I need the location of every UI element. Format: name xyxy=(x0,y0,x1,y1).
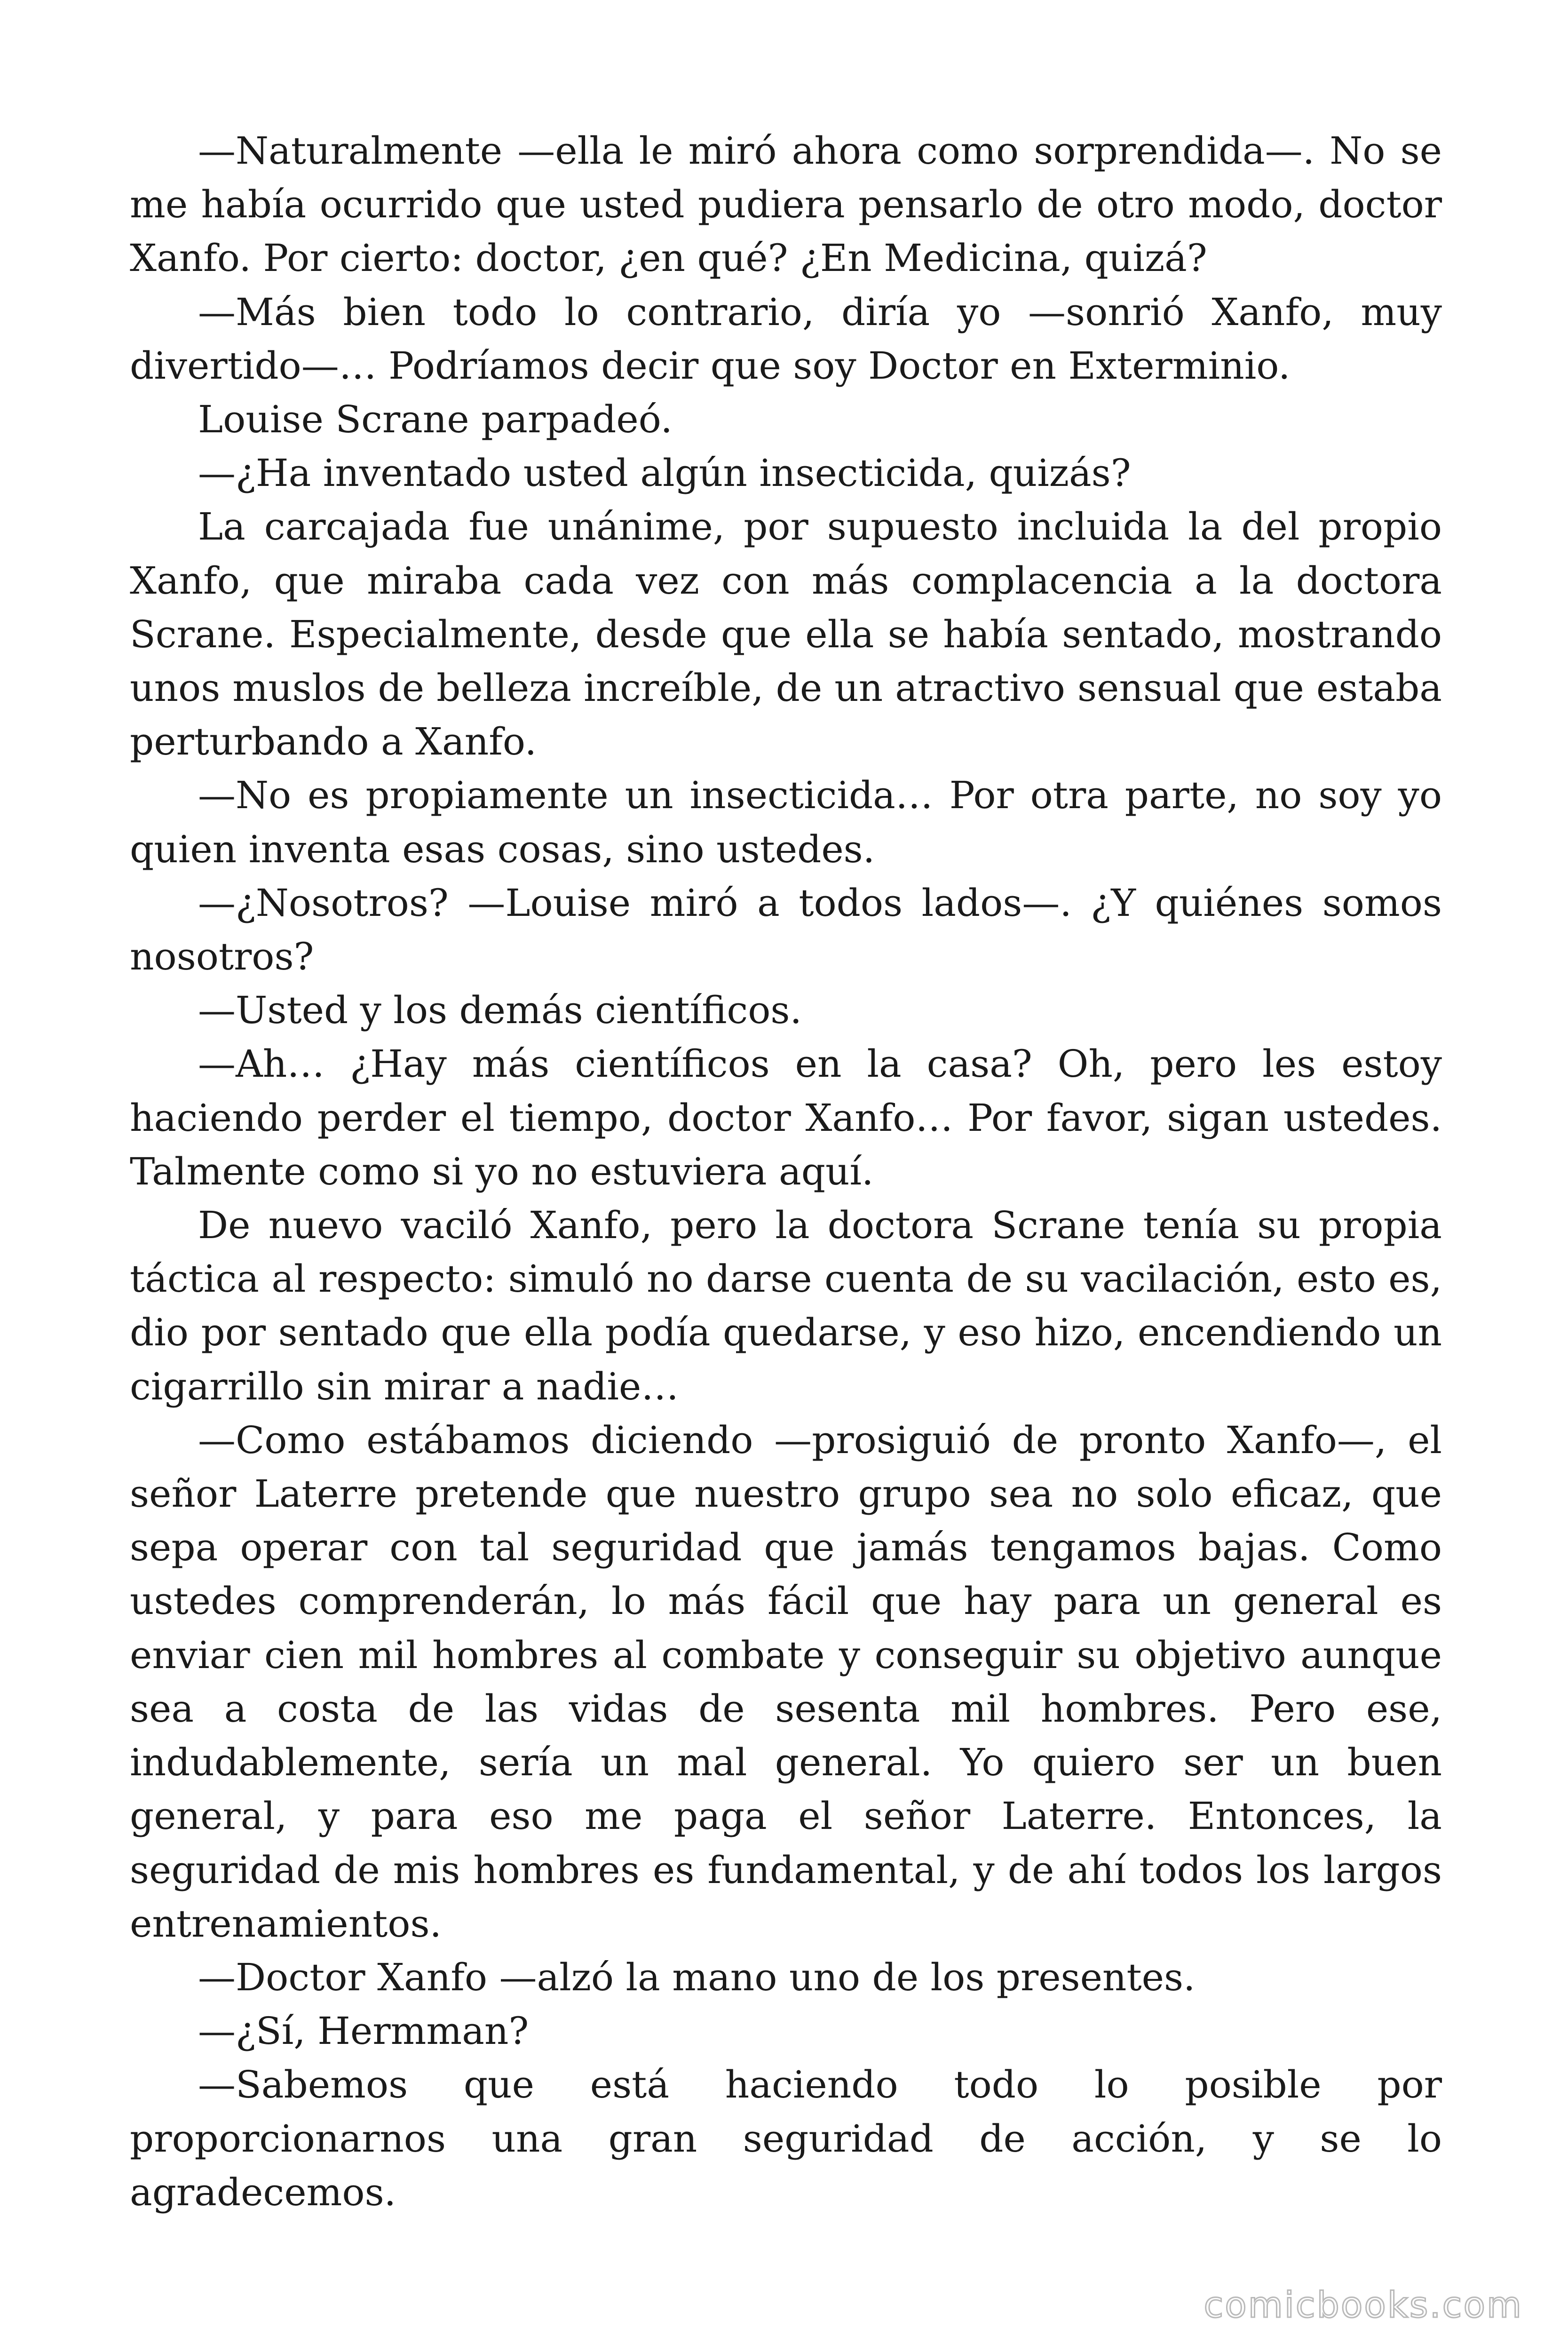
paragraph: —Como estábamos diciendo —prosiguió de pronto Xanfo—, el señor Laterre pretende que nuestro grupo sea no solo eficaz, que sepa operar con tal seguridad que jamás tengamos bajas. Como ustedes comprenderán, lo más fácil que hay para un general es enviar cien mil hombres al combate y conseguir su objetivo aunque sea a costa de las vidas de sesenta mil hombres. Pero ese, indudablemente, sería un mal general. Yo quiero ser un buen general, y para eso me paga el señor Laterre. Entonces, la seguridad de mis hombres es fundamental, y de ahí todos los largos entrenamientos. xyxy=(130,1418,1442,1946)
paragraph: —Ah… ¿Hay más científicos en la casa? Oh, pero les estoy haciendo perder el tiempo, doctor Xanfo… Por favor, sigan ustedes. Talmente como si yo no estuviera aquí. xyxy=(130,1042,1442,1193)
paragraph: —¿Ha inventado usted algún insecticida, quizás? xyxy=(198,451,1131,495)
watermark: comicbooks.com xyxy=(1204,2284,1523,2326)
paragraph: —¿Sí, Hermman? xyxy=(198,2009,529,2053)
paragraph: De nuevo vaciló Xanfo, pero la doctora Scrane tenía su propia táctica al respecto: simuló no darse cuenta de su vacilación, esto es, dio por sentado que ella podía quedarse, y eso hizo, encendiendo un cigarrillo sin mirar a nadie… xyxy=(130,1203,1442,1408)
paragraph: —Sabemos que está haciendo todo lo posible por proporcionarnos una gran seguridad de acción, y se lo agradecemos. xyxy=(130,2063,1442,2214)
page-body xyxy=(130,124,1442,2219)
paragraph: —Usted y los demás científicos. xyxy=(198,988,802,1033)
paragraph: —No es propiamente un insecticida… Por otra parte, no soy yo quien inventa esas cosas, sino ustedes. xyxy=(130,773,1442,871)
paragraph: La carcajada fue unánime, por supuesto incluida la del propio Xanfo, que miraba cada vez con más complacencia a la doctora Scrane. Especialmente, desde que ella se había sentado, mostrando unos muslos de belleza increíble, de un atractivo sensual que estaba perturbando a Xanfo. xyxy=(130,505,1442,764)
paragraph: Louise Scrane parpadeó. xyxy=(198,397,673,442)
paragraph: —Doctor Xanfo —alzó la mano uno de los presentes. xyxy=(198,1955,1196,1999)
paragraph: —Más bien todo lo contrario, diría yo —sonrió Xanfo, muy divertido—… Podríamos decir que soy Doctor en Exterminio. xyxy=(130,290,1442,388)
paragraph: —Naturalmente —ella le miró ahora como sorprendida—. No se me había ocurrido que usted pudiera pensarlo de otro modo, doctor Xanfo. Por cierto: doctor, ¿en qué? ¿En Medicina, quizá? xyxy=(130,129,1442,280)
paragraph: —¿Nosotros? —Louise miró a todos lados—. ¿Y quiénes somos nosotros? xyxy=(130,881,1442,979)
